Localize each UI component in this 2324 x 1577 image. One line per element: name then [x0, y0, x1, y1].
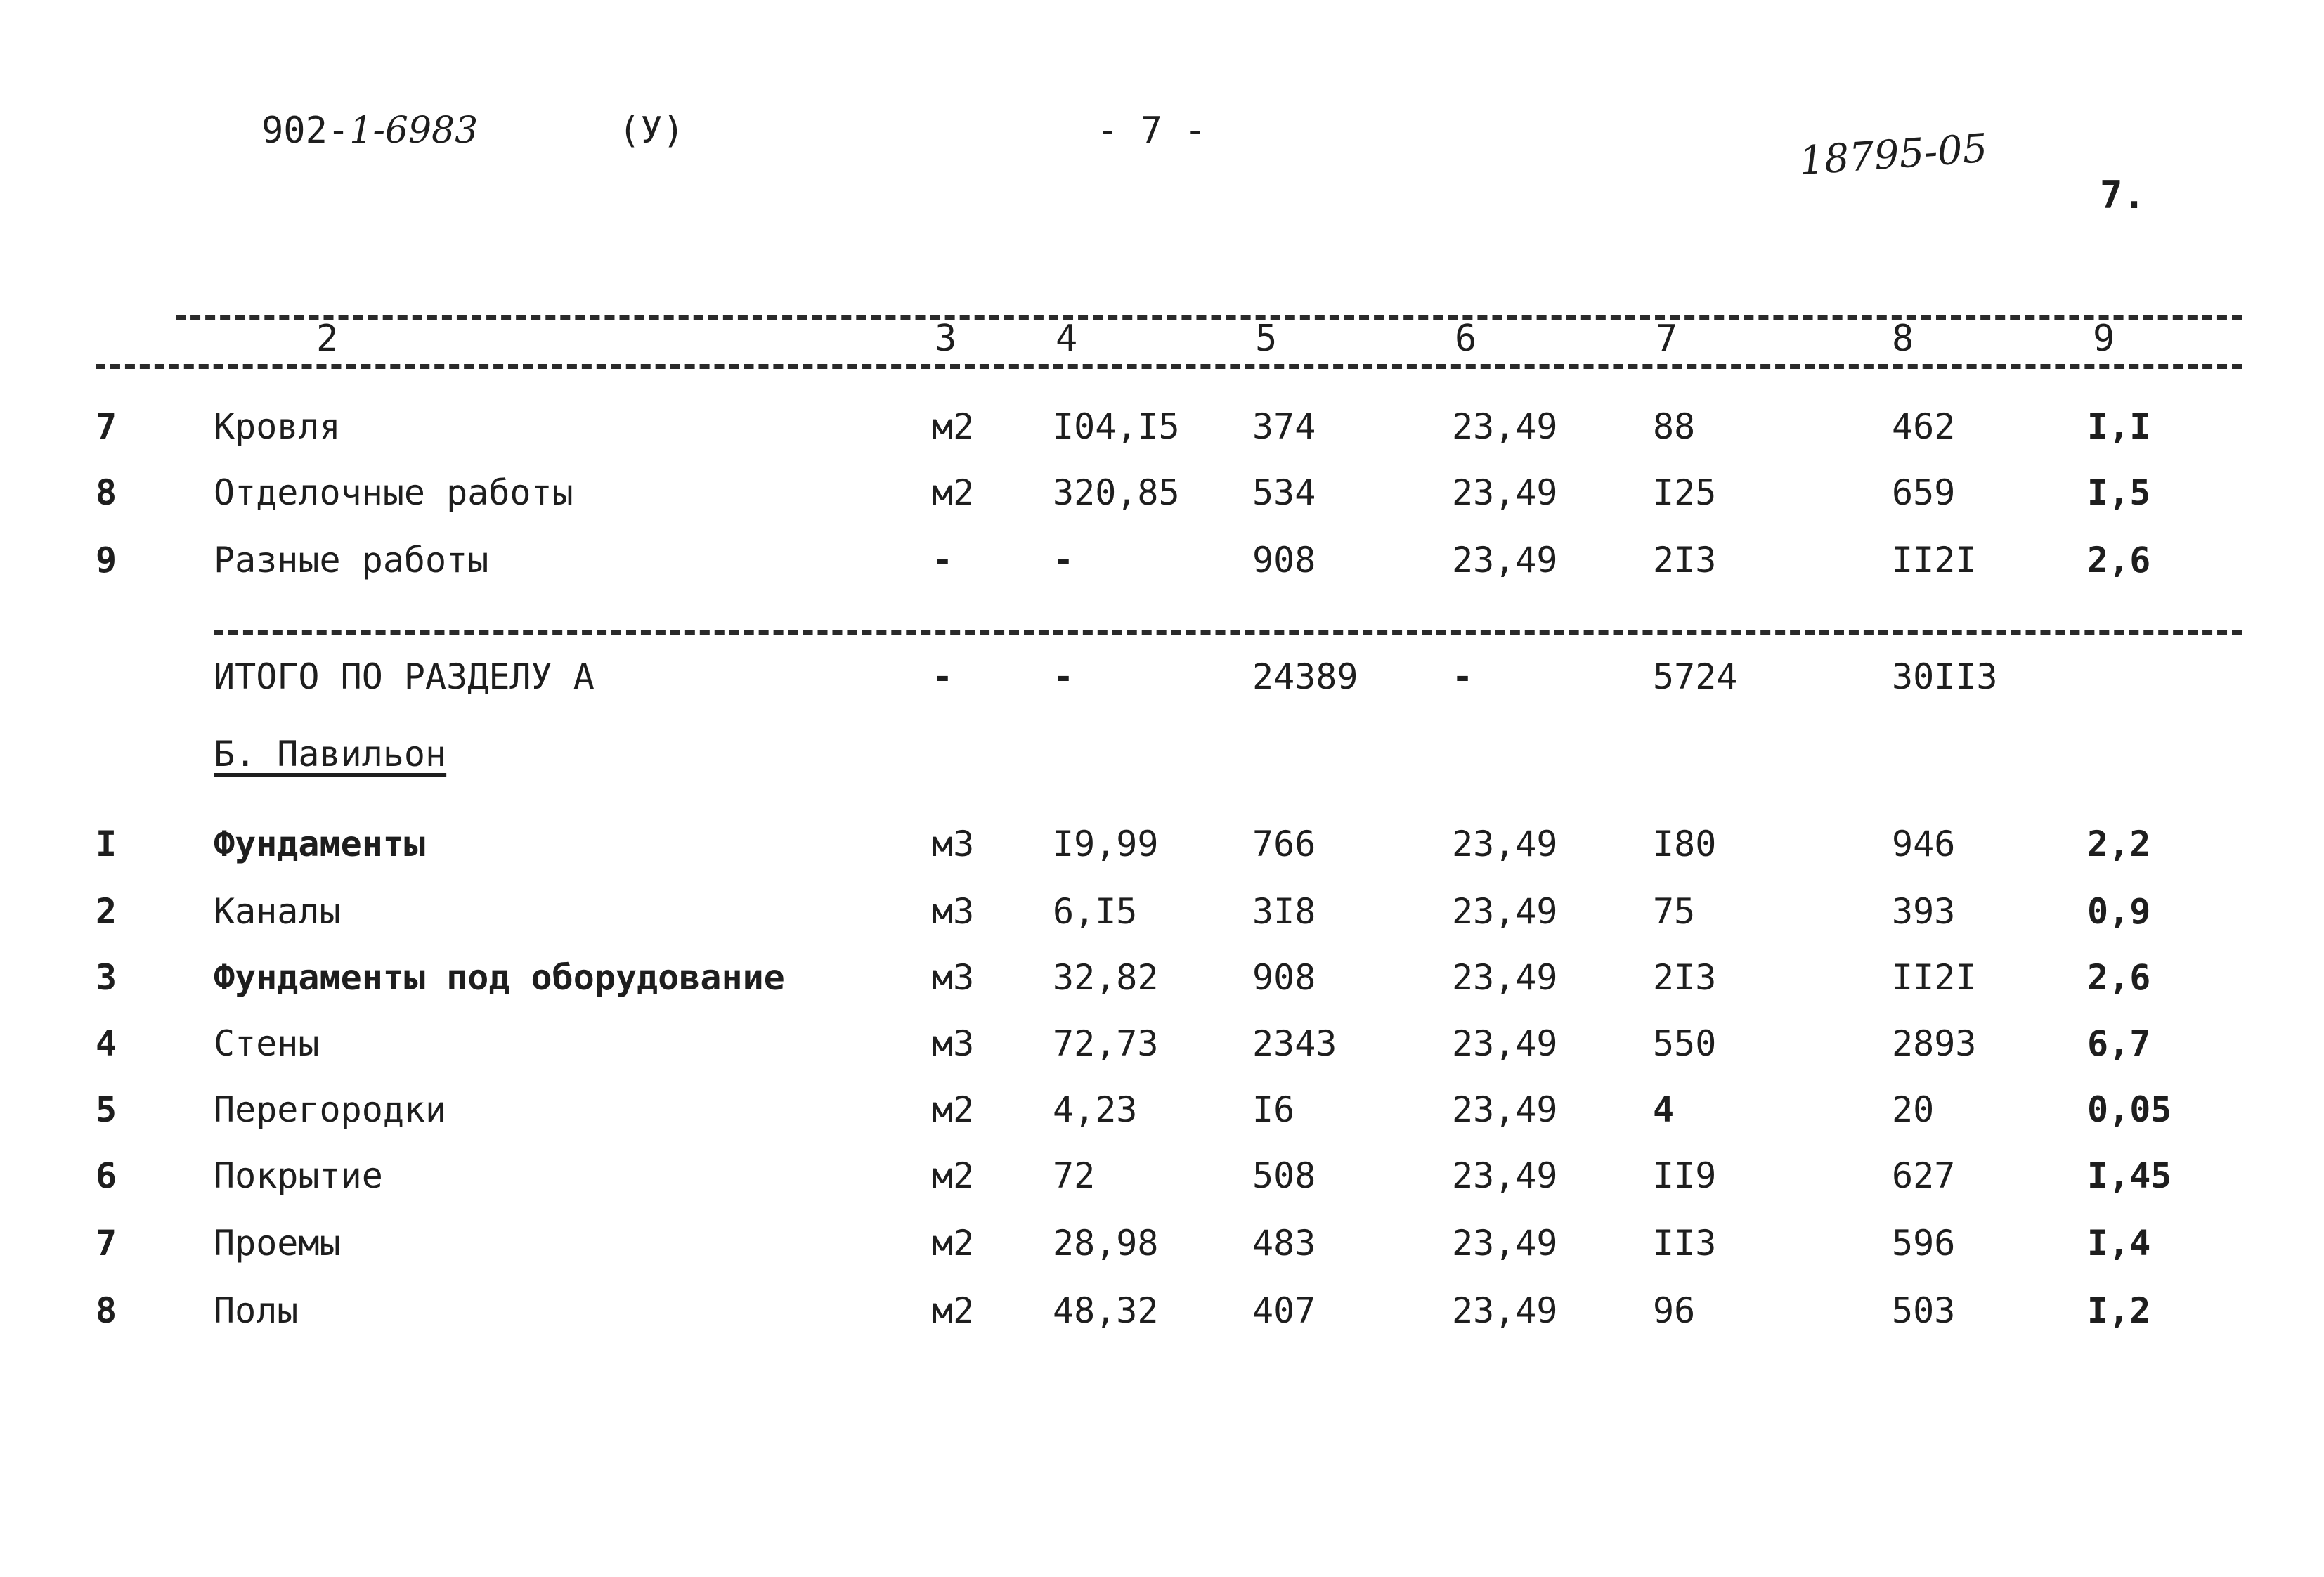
unit: - [932, 656, 954, 697]
unit: м2 [932, 472, 975, 513]
value-col-8: 2893 [1892, 1023, 1977, 1064]
value-col-9: I,I [2087, 406, 2151, 447]
document-code-suffix: (У) [618, 110, 684, 152]
value-col-5: 766 [1252, 824, 1316, 864]
quantity: 48,32 [1053, 1290, 1159, 1331]
column-number-6: 6 [1455, 318, 1477, 360]
value-col-7: 550 [1653, 1023, 1717, 1064]
value-col-8: 627 [1892, 1155, 1956, 1196]
value-col-9: 2,2 [2087, 824, 2151, 864]
column-number-2: 2 [316, 318, 339, 360]
unit: м2 [932, 1290, 975, 1331]
work-name: Перегородки [214, 1089, 447, 1130]
value-col-7: 96 [1653, 1290, 1696, 1331]
table-row [0, 887, 2324, 936]
quantity: 28,98 [1053, 1223, 1159, 1264]
value-col-6: 23,49 [1452, 1290, 1558, 1331]
sheet-mark: 7. [2100, 173, 2146, 217]
row-number: 7 [96, 1223, 117, 1264]
value-col-5: 374 [1252, 406, 1316, 447]
value-col-5: 2343 [1252, 1023, 1337, 1064]
value-col-9: I,5 [2087, 472, 2151, 513]
document-code [261, 110, 478, 152]
table-row [0, 953, 2324, 1002]
quantity: I04,I5 [1053, 406, 1180, 447]
value-col-7: 75 [1653, 891, 1696, 932]
unit: м3 [932, 824, 975, 864]
value-col-8: 462 [1892, 406, 1956, 447]
value-col-7: 2I3 [1653, 540, 1717, 580]
work-name: Кровля [214, 406, 341, 447]
unit: м3 [932, 957, 975, 998]
value-col-7: I80 [1653, 824, 1717, 864]
row-number: 8 [96, 1290, 117, 1331]
total-row [0, 652, 2324, 701]
quantity: - [1053, 540, 1075, 580]
table-row [0, 402, 2324, 451]
unit: м3 [932, 1023, 975, 1064]
value-col-6: 23,49 [1452, 1089, 1558, 1130]
value-col-7: 88 [1653, 406, 1696, 447]
work-name: Каналы [214, 891, 341, 932]
value-col-8: 596 [1892, 1223, 1956, 1264]
value-col-8: 393 [1892, 891, 1956, 932]
value-col-6: 23,49 [1452, 1023, 1558, 1064]
value-col-5: 3I8 [1252, 891, 1316, 932]
value-col-6: 23,49 [1452, 472, 1558, 513]
row-number: 2 [96, 891, 117, 932]
value-col-5: 24389 [1252, 656, 1358, 697]
column-number-7: 7 [1656, 318, 1678, 360]
value-col-9: 0,9 [2087, 891, 2151, 932]
value-col-6: 23,49 [1452, 891, 1558, 932]
table-row [0, 1085, 2324, 1134]
subtotal-rule [214, 630, 2242, 635]
value-col-5: I6 [1252, 1089, 1295, 1130]
handwritten-reference: 18795-05 [1798, 125, 1989, 185]
table-row [0, 1219, 2324, 1268]
value-col-7: II9 [1653, 1155, 1717, 1196]
document-code-handwritten: 1-6983 [349, 110, 479, 152]
value-col-8: 503 [1892, 1290, 1956, 1331]
value-col-6: 23,49 [1452, 824, 1558, 864]
work-name: Фундаменты [214, 824, 426, 864]
value-col-9: 6,7 [2087, 1023, 2151, 1064]
total-label: ИТОГО ПО РАЗДЕЛУ А [214, 656, 595, 697]
value-col-5: 407 [1252, 1290, 1316, 1331]
column-number-9: 9 [2093, 318, 2115, 360]
unit: м2 [932, 1089, 975, 1130]
work-name: Проемы [214, 1223, 341, 1264]
work-name: Стены [214, 1023, 320, 1064]
page-number: - 7 - [1096, 110, 1207, 152]
row-number: 3 [96, 957, 117, 998]
row-number: 7 [96, 406, 117, 447]
unit: м2 [932, 1223, 975, 1264]
value-col-9: 0,05 [2087, 1089, 2172, 1130]
quantity: - [1053, 656, 1075, 697]
column-number-3: 3 [935, 318, 957, 360]
value-col-8: 20 [1892, 1089, 1935, 1130]
quantity: 32,82 [1053, 957, 1159, 998]
unit: м3 [932, 891, 975, 932]
value-col-7: 5724 [1653, 656, 1738, 697]
unit: м2 [932, 406, 975, 447]
document-code-prefix: 902- [261, 110, 350, 152]
value-col-5: 508 [1252, 1155, 1316, 1196]
quantity: 6,I5 [1053, 891, 1138, 932]
value-col-9: I,45 [2087, 1155, 2172, 1196]
value-col-6: 23,49 [1452, 540, 1558, 580]
row-number: 8 [96, 472, 117, 513]
value-col-6: 23,49 [1452, 957, 1558, 998]
table-row [0, 1151, 2324, 1200]
work-name: Отделочные работы [214, 472, 573, 513]
work-name: Покрытие [214, 1155, 383, 1196]
quantity: 4,23 [1053, 1089, 1138, 1130]
value-col-6: - [1452, 656, 1474, 697]
work-name: Фундаменты под оборудование [214, 957, 785, 998]
value-col-6: 23,49 [1452, 406, 1558, 447]
row-number: 9 [96, 540, 117, 580]
value-col-5: 534 [1252, 472, 1316, 513]
value-col-8: 659 [1892, 472, 1956, 513]
row-number: 6 [96, 1155, 117, 1196]
value-col-8: 946 [1892, 824, 1956, 864]
value-col-7: II3 [1653, 1223, 1717, 1264]
value-col-8: II2I [1892, 540, 1977, 580]
row-number: 4 [96, 1023, 117, 1064]
value-col-5: 908 [1252, 957, 1316, 998]
quantity: 72,73 [1053, 1023, 1159, 1064]
work-name: Разные работы [214, 540, 489, 580]
value-col-7: I25 [1653, 472, 1717, 513]
column-number-5: 5 [1255, 318, 1278, 360]
unit: - [932, 540, 954, 580]
value-col-7: 2I3 [1653, 957, 1717, 998]
quantity: I9,99 [1053, 824, 1159, 864]
table-row [0, 1286, 2324, 1335]
table-row [0, 468, 2324, 517]
section-b-title: Б. Павильон [214, 734, 447, 774]
value-col-6: 23,49 [1452, 1155, 1558, 1196]
quantity: 320,85 [1053, 472, 1180, 513]
row-number: 5 [96, 1089, 117, 1130]
table-row [0, 536, 2324, 585]
work-name: Полы [214, 1290, 299, 1331]
header-bottom-rule [96, 364, 2242, 369]
column-number-4: 4 [1056, 318, 1078, 360]
value-col-7: 4 [1653, 1089, 1675, 1130]
value-col-8: 30II3 [1892, 656, 1998, 697]
value-col-5: 908 [1252, 540, 1316, 580]
unit: м2 [932, 1155, 975, 1196]
table-row [0, 819, 2324, 869]
value-col-9: I,2 [2087, 1290, 2151, 1331]
value-col-5: 483 [1252, 1223, 1316, 1264]
row-number: I [96, 824, 117, 864]
header-top-rule [176, 315, 2242, 320]
quantity: 72 [1053, 1155, 1096, 1196]
column-number-8: 8 [1892, 318, 1914, 360]
value-col-6: 23,49 [1452, 1223, 1558, 1264]
value-col-8: II2I [1892, 957, 1977, 998]
value-col-9: I,4 [2087, 1223, 2151, 1264]
value-col-9: 2,6 [2087, 957, 2151, 998]
value-col-9: 2,6 [2087, 540, 2151, 580]
table-row [0, 1019, 2324, 1068]
